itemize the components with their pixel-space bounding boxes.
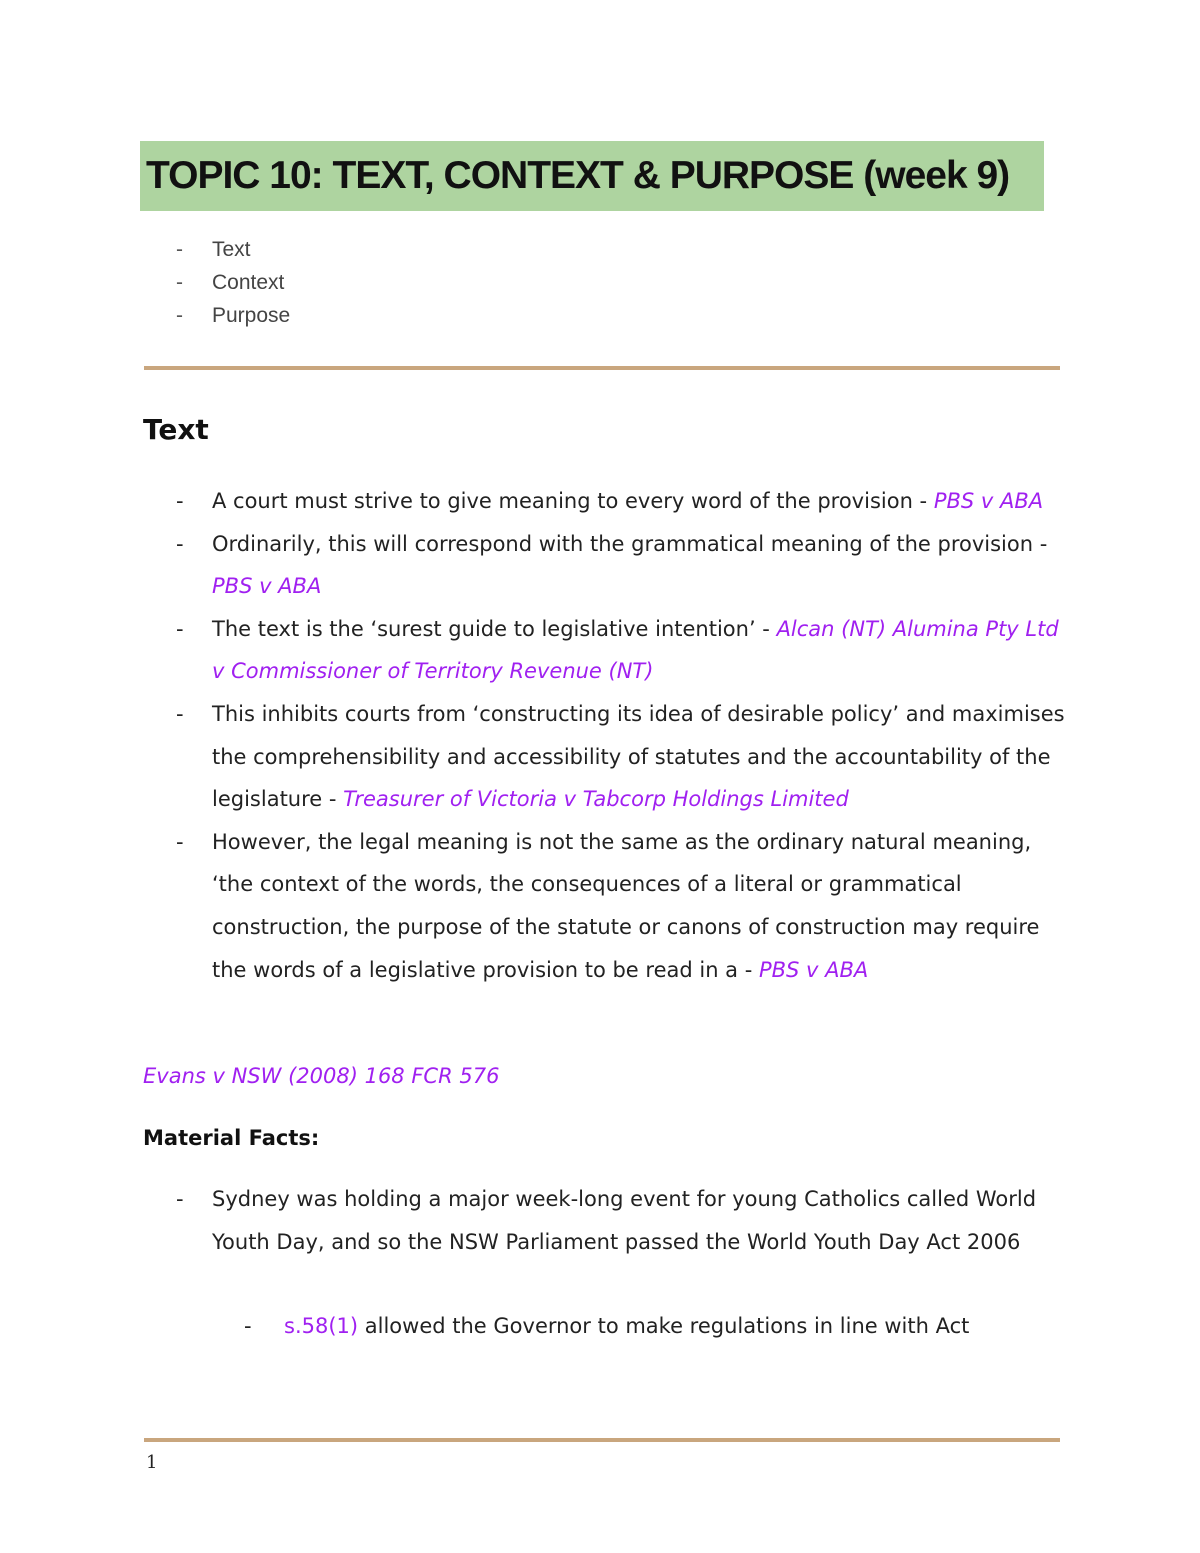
bullet-text: This inhibits courts from ‘constructing its idea of desirable policy’ and maximises the comprehensibility and accessibility of statutes and the accountability of the legislature - bbox=[212, 701, 1065, 812]
list-item bbox=[172, 821, 1072, 991]
bullet-dash: - bbox=[176, 616, 184, 641]
section-heading: Text bbox=[143, 413, 209, 446]
case-citation: PBS v ABA bbox=[758, 957, 869, 982]
case-citation: Treasurer of Victoria v Tabcorp Holdings Limited bbox=[343, 787, 849, 812]
case-heading: Evans v NSW (2008) 168 FCR 576 bbox=[143, 1064, 500, 1088]
bullet-text: Sydney was holding a major week-long event for young Catholics called World Youth Day, and so the NSW Parliament passed the World Youth Day Act 2006 bbox=[212, 1187, 1037, 1254]
outline-item-label: Context bbox=[212, 271, 285, 294]
list-item bbox=[172, 608, 1072, 693]
outline-item bbox=[172, 299, 290, 332]
bullet-dash: - bbox=[176, 1187, 184, 1211]
list-item bbox=[172, 693, 1072, 821]
list-item bbox=[172, 1178, 1072, 1263]
section-reference: s.58(1) bbox=[284, 1314, 359, 1338]
horizontal-rule bbox=[144, 366, 1060, 370]
bullet-dash: - bbox=[176, 304, 183, 327]
bullet-dash: - bbox=[176, 238, 183, 261]
topic-outline bbox=[172, 233, 290, 332]
bullet-dash: - bbox=[176, 271, 183, 294]
bullet-dash: - bbox=[176, 701, 184, 726]
outline-item-label: Text bbox=[212, 238, 251, 261]
bullet-dash: - bbox=[176, 489, 184, 513]
subsection-heading: Material Facts: bbox=[143, 1126, 320, 1150]
bullet-text: The text is the ‘surest guide to legislative intention’ - bbox=[212, 616, 777, 641]
bullet-text: Ordinarily, this will correspond with the grammatical meaning of the provision - bbox=[212, 531, 1048, 556]
bullet-dash: - bbox=[176, 829, 184, 854]
outline-item bbox=[172, 233, 290, 266]
outline-item-label: Purpose bbox=[212, 304, 291, 327]
outline-item bbox=[172, 266, 290, 299]
bullet-dash: - bbox=[176, 531, 184, 556]
bullet-dash: - bbox=[244, 1314, 252, 1338]
page-title: TOPIC 10: TEXT, CONTEXT & PURPOSE (week 9) bbox=[146, 154, 1010, 197]
case-citation: Alcan (NT) Alumina Pty Ltd v Commissioner of Territory Revenue (NT) bbox=[212, 616, 1059, 684]
text-bullet-list bbox=[172, 480, 1072, 991]
footer-rule bbox=[144, 1438, 1060, 1442]
bullet-text: A court must strive to give meaning to every word of the provision - bbox=[212, 489, 934, 513]
case-citation: PBS v ABA bbox=[933, 489, 1044, 513]
page-number: 1 bbox=[146, 1452, 158, 1473]
list-item bbox=[172, 480, 1072, 523]
facts-sub-bullet-list bbox=[244, 1305, 1064, 1347]
case-citation: PBS v ABA bbox=[212, 574, 322, 599]
list-item bbox=[172, 523, 1072, 608]
bullet-text: allowed the Governor to make regulations in line with Act bbox=[358, 1314, 970, 1338]
list-item bbox=[244, 1305, 1064, 1347]
facts-bullet-list bbox=[172, 1178, 1072, 1263]
bullet-text: However, the legal meaning is not the same as the ordinary natural meaning, ‘the context of the words, the consequences of a literal or grammatical construction, the purpose of the statute or canons of construction may require the words of a legislative provision to be read in a - bbox=[212, 829, 1040, 982]
